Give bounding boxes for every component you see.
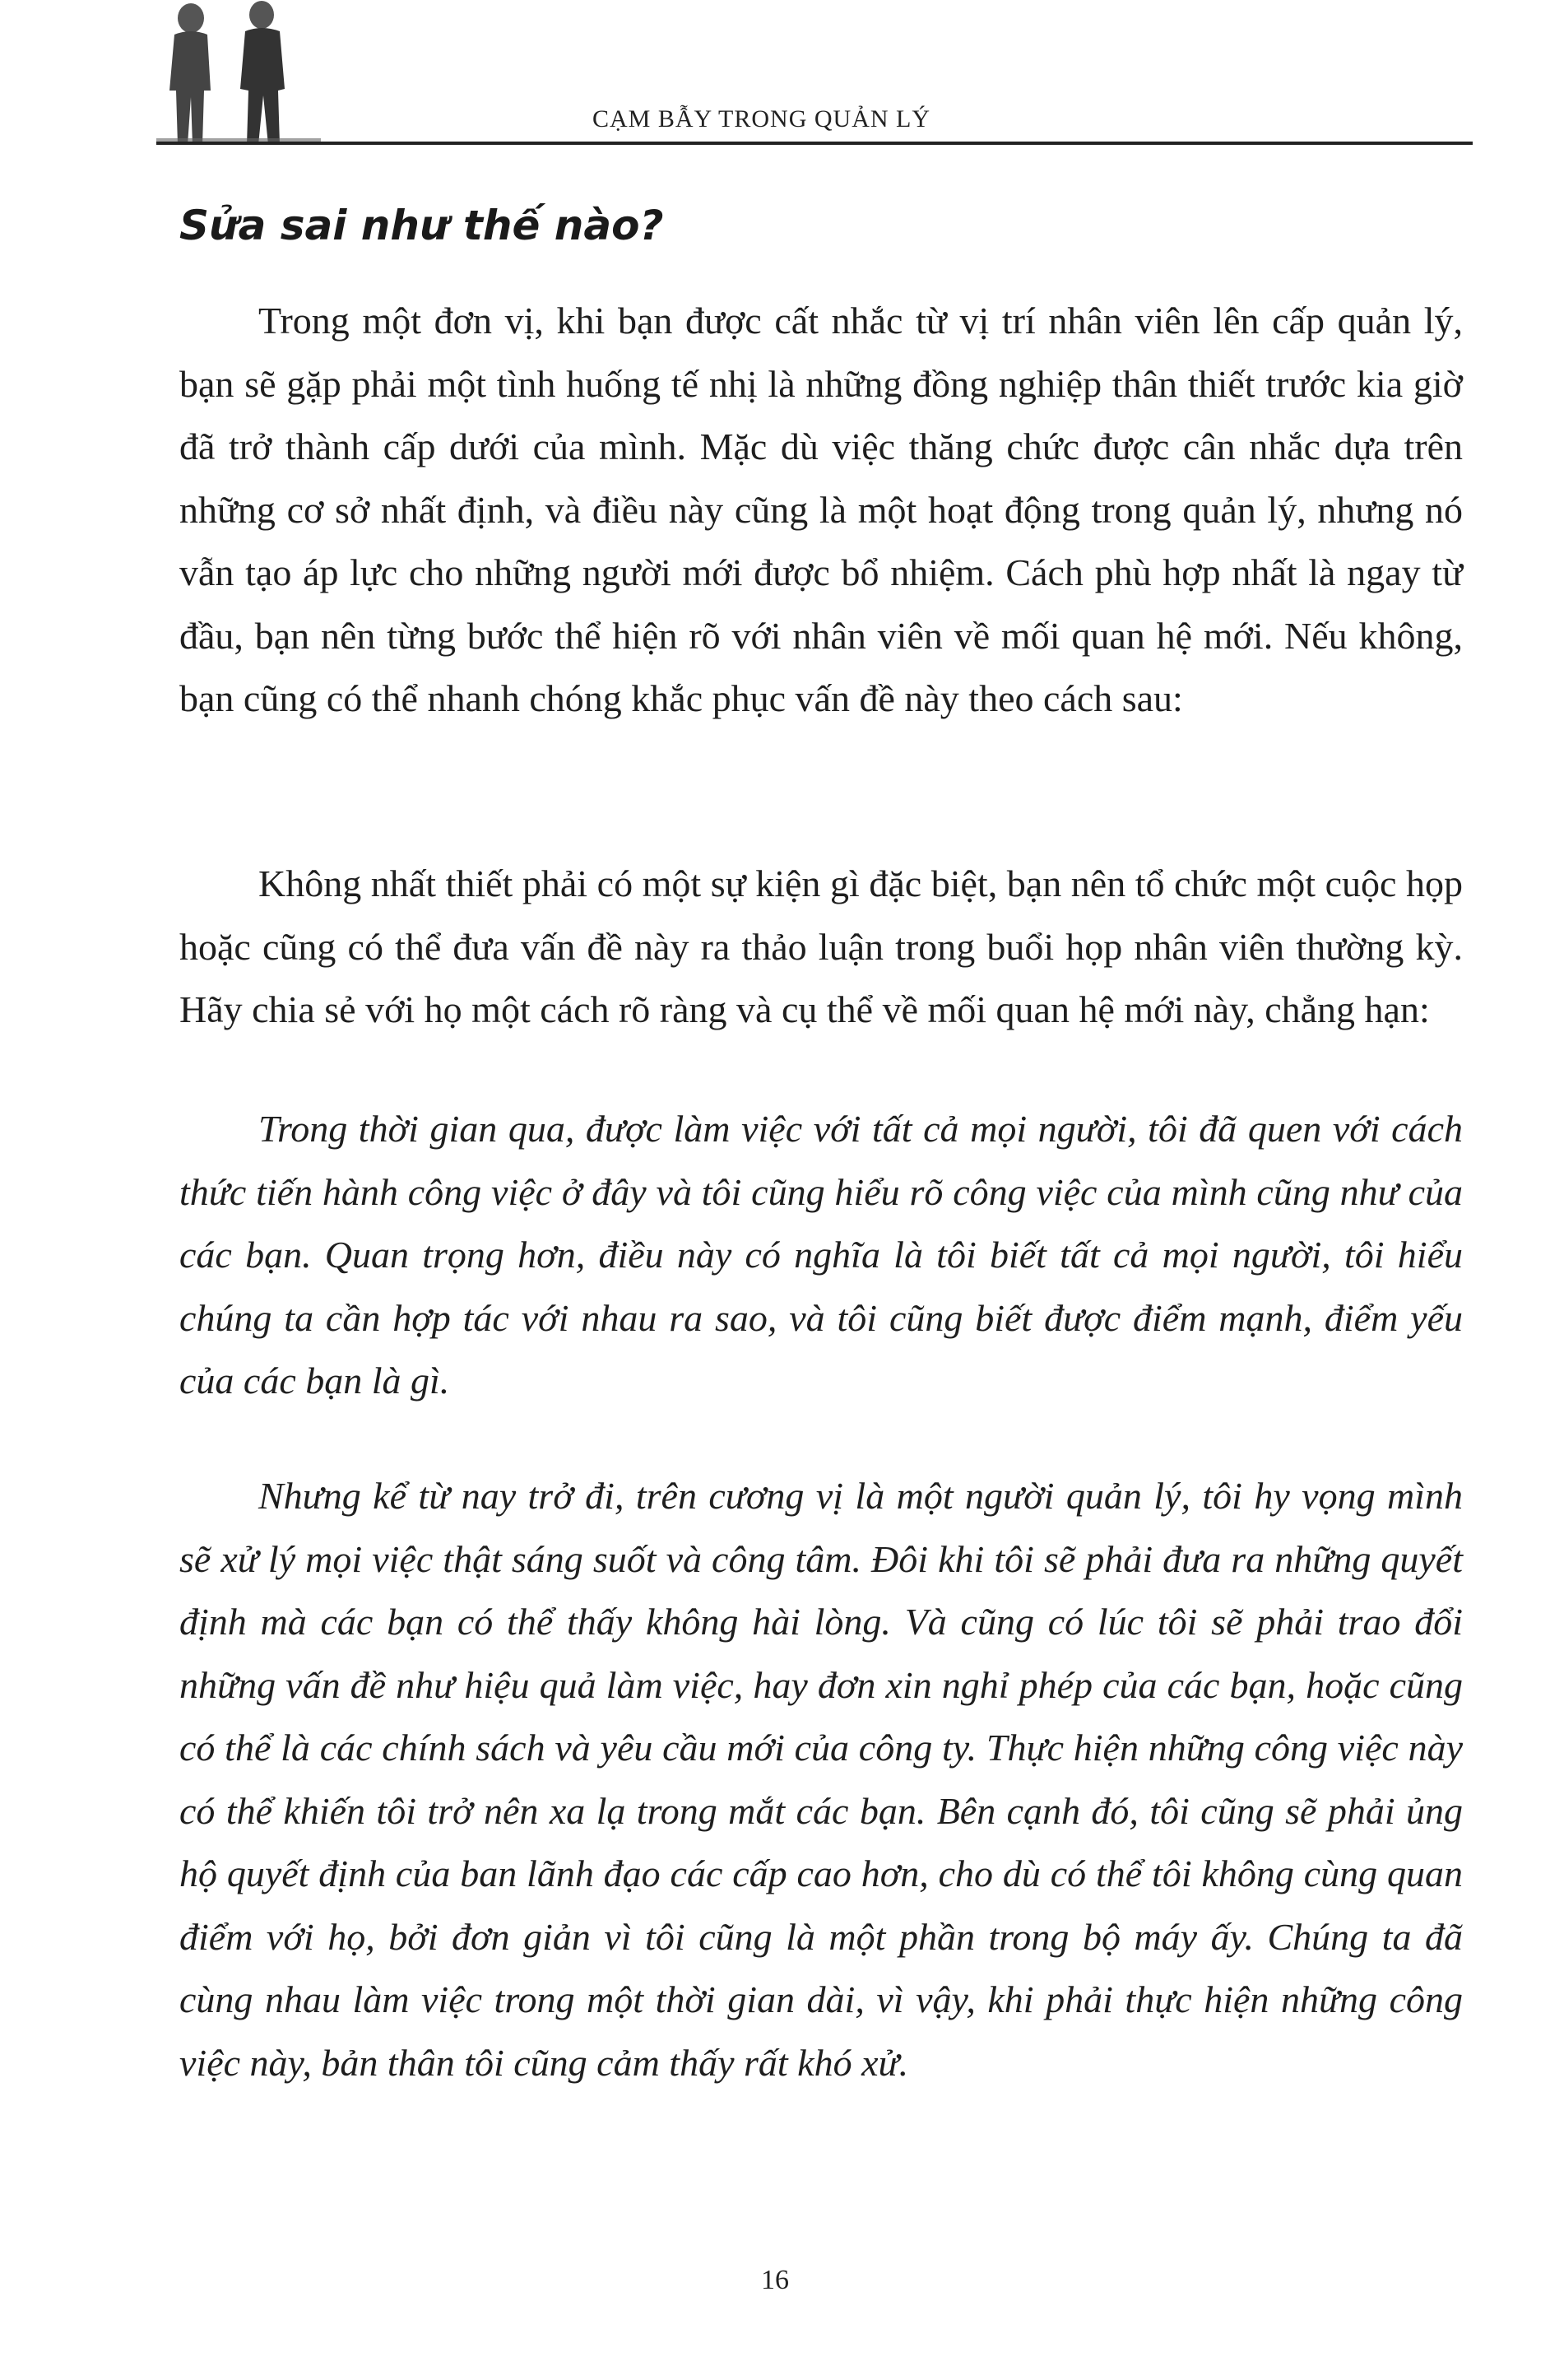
running-title: CẠM BẪY TRONG QUẢN LÝ: [592, 105, 931, 132]
body-paragraph: Trong một đơn vị, khi bạn được cất nhắc từ vị trí nhân viên lên cấp quản lý, bạn sẽ gặp phải một tình huống tế nhị là những đồng nghiệp thân thiết trước kia giờ đã trở thành cấp dưới của mình. Mặc dù việc thăng chức được cân nhắc dựa trên những cơ sở nhất định, và điều này cũng là một hoạt động trong quản lý, nhưng nó vẫn tạo áp lực cho những người mới được bổ nhiệm. Cách phù hợp nhất là ngay từ đầu, bạn nên từng bước thể hiện rõ với nhân viên về mối quan hệ mới. Nếu không, bạn cũng có thể nhanh chóng khắc phục vấn đề này theo cách sau:: [179, 300, 1463, 719]
header-rule: [156, 142, 1473, 145]
page-number: 16: [761, 2265, 789, 2295]
body-paragraph: Không nhất thiết phải có một sự kiện gì đặc biệt, bạn nên tổ chức một cuộc họp hoặc cũng có thể đưa vấn đề này ra thảo luận trong buổi họp nhân viên thường kỳ. Hãy chia sẻ với họ một cách rõ ràng và cụ thể về mối quan hệ mới này, chẳng hạn:: [179, 862, 1463, 1030]
quoted-speech-paragraph: Trong thời gian qua, được làm việc với tất cả mọi người, tôi đã quen với cách thức tiến hành công việc ở đây và tôi cũng hiểu rõ công việc của mình cũng như của các bạn. Quan trọng hơn, điều này có nghĩa là tôi biết tất cả mọi người, tôi hiểu chúng ta cần hợp tác với nhau ra sao, và tôi cũng biết được điểm mạnh, điểm yếu của các bạn là gì.: [179, 1108, 1463, 1402]
section-heading: Sửa sai như thế nào?: [179, 202, 664, 249]
two-businessmen-silhouette-icon: [156, 0, 321, 152]
quoted-speech-paragraph: Nhưng kể từ nay trở đi, trên cương vị là một người quản lý, tôi hy vọng mình sẽ xử lý mọi việc thật sáng suốt và công tâm. Đôi khi tôi sẽ phải đưa ra những quyết định mà các bạn có thể thấy không hài lòng. Và cũng có lúc tôi sẽ phải trao đổi những vấn đề như hiệu quả làm việc, hay đơn xin nghỉ phép của các bạn, hoặc cũng có thể là các chính sách và yêu cầu mới của công ty. Thực hiện những công việc này có thể khiến tôi trở nên xa lạ trong mắt các bạn. Bên cạnh đó, tôi cũng sẽ phải ủng hộ quyết định của ban lãnh đạo các cấp cao hơn, cho dù có thể tôi không cùng quan điểm với họ, bởi đơn giản vì tôi cũng là một phần trong bộ máy ấy. Chúng ta đã cùng nhau làm việc trong một thời gian dài, vì vậy, khi phải thực hiện những công việc này, bản thân tôi cũng cảm thấy rất khó xử.: [179, 1475, 1463, 2084]
